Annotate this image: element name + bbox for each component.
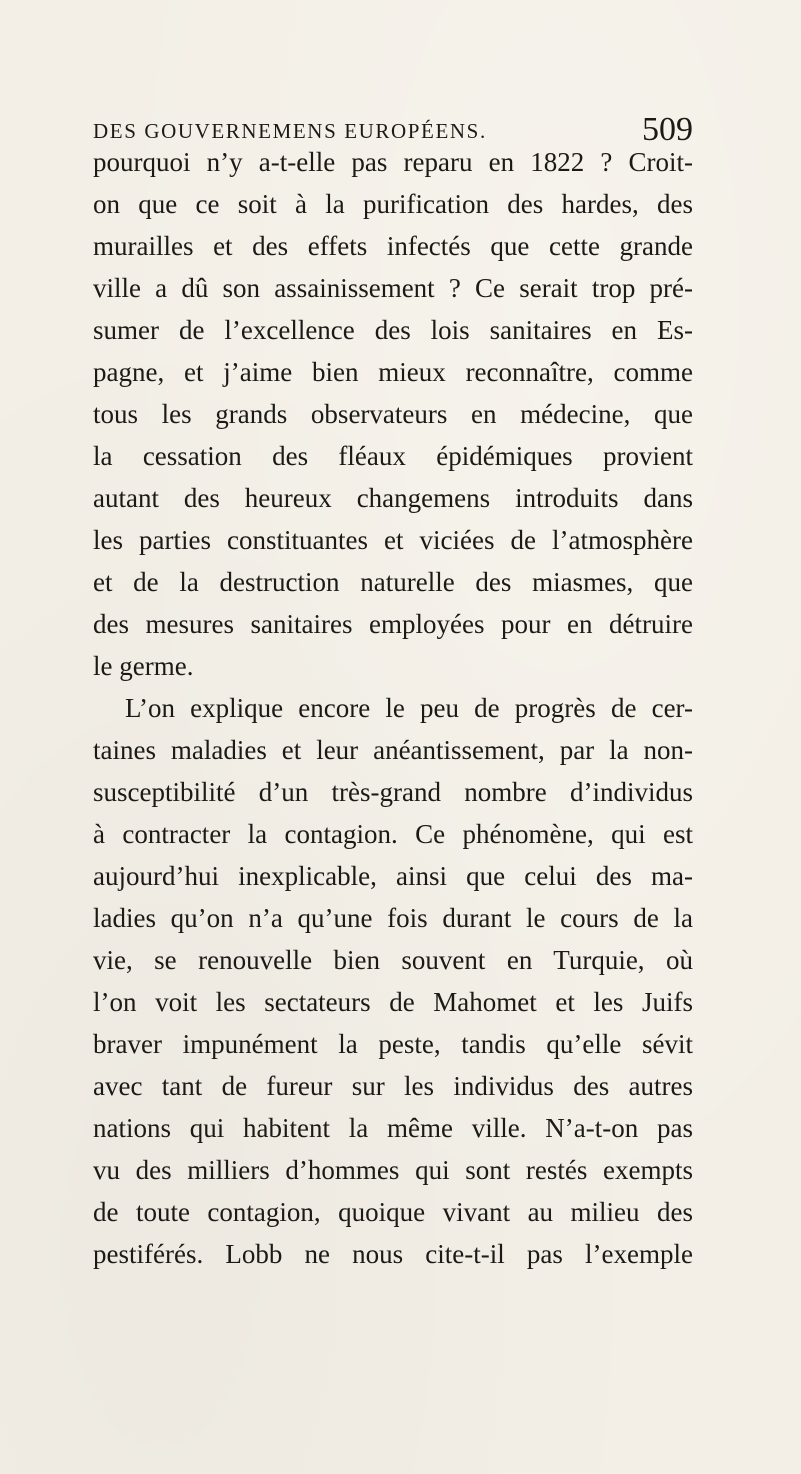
text-line: aujourd’hui inexplicable, ainsi que celui des ma- <box>93 861 693 891</box>
text-line: autant des heureux changemens introduits dans <box>93 483 693 513</box>
text-line: avec tant de fureur sur les individus des autres <box>93 1071 693 1101</box>
text-line: pestiférés. Lobb ne nous cite-t-il pas l’exemple <box>93 1239 693 1269</box>
text-line: pagne, et j’aime bien mieux reconnaître, comme <box>93 357 693 387</box>
text-line: braver impunément la peste, tandis qu’elle sévit <box>93 1029 693 1059</box>
text-line: susceptibilité d’un très-grand nombre d’individus <box>93 777 693 807</box>
text-line: murailles et des effets infectés que cette grande <box>93 231 693 261</box>
text-line: vu des milliers d’hommes qui sont restés exempts <box>93 1155 693 1185</box>
text-line: le germe. <box>93 651 194 681</box>
text-line: à contracter la contagion. Ce phénomène, qui est <box>93 819 693 849</box>
text-line: les parties constituantes et viciées de l’atmosphère <box>93 525 693 555</box>
text-line: et de la destruction naturelle des miasmes, que <box>93 567 693 597</box>
text-line: sumer de l’excellence des lois sanitaires en Es- <box>93 315 693 345</box>
text-line: pourquoi n’y a-t-elle pas reparu en 1822 ? Croit- <box>93 147 693 177</box>
text-line: taines maladies et leur anéantissement, par la non- <box>93 735 693 765</box>
text-line: ladies qu’on n’a qu’une fois durant le cours de la <box>93 903 693 933</box>
text-line: nations qui habitent la même ville. N’a-t-on pas <box>93 1113 693 1143</box>
text-line: vie, se renouvelle bien souvent en Turquie, où <box>93 945 693 975</box>
body-text <box>93 141 693 1275</box>
text-line: on que ce soit à la purification des hardes, des <box>93 189 693 219</box>
page-number: 509 <box>642 111 693 148</box>
text-line: tous les grands observateurs en médecine, que <box>93 399 693 429</box>
text-line: des mesures sanitaires employées pour en détruire <box>93 609 693 639</box>
text-line: L’on explique encore le peu de progrès de cer- <box>125 693 693 723</box>
text-line: la cessation des fléaux épidémiques provient <box>93 441 693 471</box>
text-line: de toute contagion, quoique vivant au milieu des <box>93 1197 693 1227</box>
text-line: l’on voit les sectateurs de Mahomet et les Juifs <box>93 987 693 1017</box>
text-line: ville a dû son assainissement ? Ce serait trop pré- <box>93 273 693 303</box>
running-title: DES GOUVERNEMENS EUROPÉENS. <box>93 119 487 143</box>
